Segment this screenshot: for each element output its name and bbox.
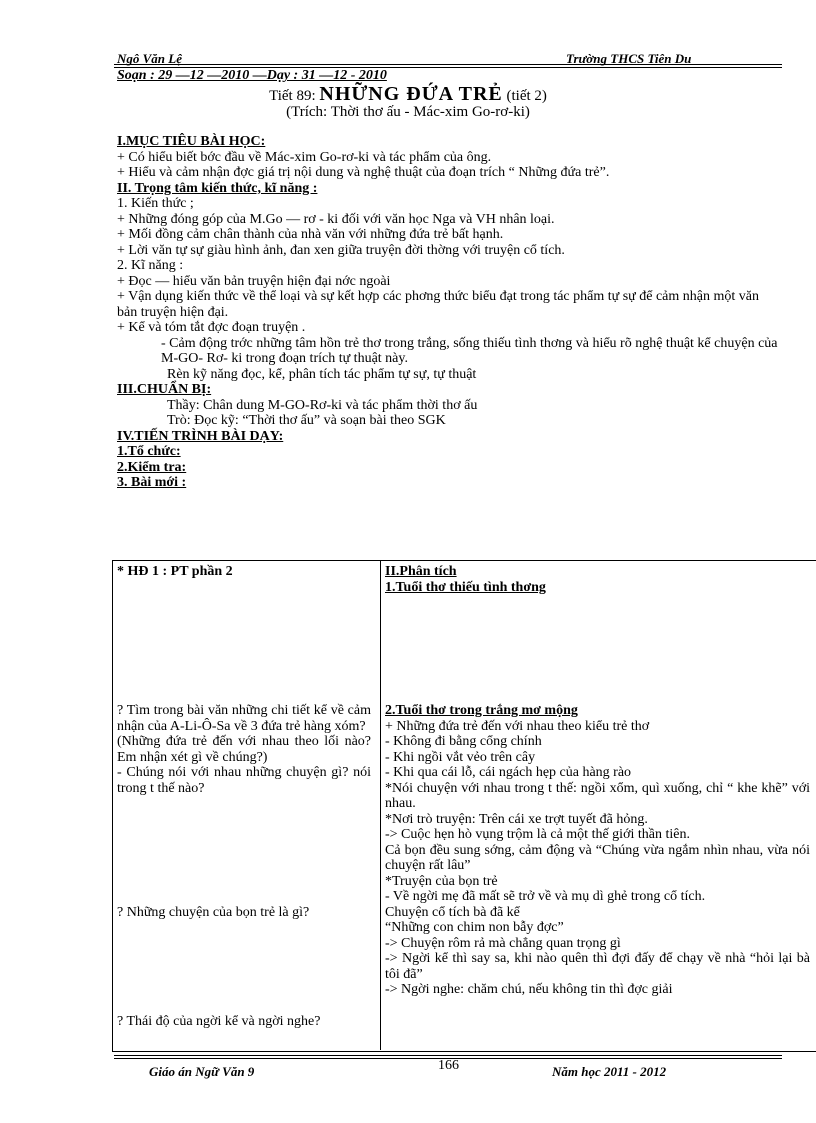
section-title: IV.TIẾN TRÌNH BÀI DẠY: [117,428,284,444]
analysis-line: *Truyện của bọn trẻ [385,873,498,889]
analysis-line: -> Ngời nghe: chăm chú, nếu không tin thì đợc giải [385,982,673,997]
analysis-line: “Những con chim non bẫy đợc” [385,920,564,935]
section-title: III.CHUẨN BỊ: [117,382,212,397]
body-line: + Có hiểu biết bớc đầu về Mác-xim Go-rơ-ki và tác phẩm của ông. [117,149,492,165]
question: (Những đứa trẻ đến với nhau theo lối nào? Em nhận xét gì về chúng?) [117,734,371,765]
analysis-subheading: 1.Tuổi thơ thiếu tình thơng [385,579,546,595]
section-title: II. Trọng tâm kiến thức, kĩ năng : [117,180,318,196]
body-line: + Lời văn tự sự giàu hình ảnh, đan xen giữa truyện đời thờng với truyện cổ tích. [117,242,565,258]
body-line: Thầy: Chân dung M-GO-Rơ-ki và tác phẩm thời thơ ấu [167,397,478,413]
analysis-line: - Không đi bằng cổng chính [385,734,542,749]
body-line: + Đọc — hiểu văn bản truyện hiện đại nớc ngoài [117,273,391,289]
table-column-divider [380,560,381,1050]
analysis-heading: II.Phân tích [385,564,457,579]
footer-rule [114,1055,782,1056]
header-rule [114,64,782,65]
analysis-subheading: 2.Tuổi thơ trong trắng mơ mộng [385,703,578,718]
body-line: + Hiểu và cảm nhận đợc giá trị nội dung và nghệ thuật của đoạn trích “ Những đứa trẻ”. [117,165,610,180]
table-right-body [385,703,810,998]
body-line: - Cảm động trớc những tâm hồn trẻ thơ trong trắng, sống thiếu tình thơng và hiểu rõ nghệ thuật kể chuyện của M-GO- Rơ- ki trong đoạn trích tự thuật này. [161,335,778,366]
section-title: 3. Bài mới : [117,475,187,490]
header-school: Trường THCS Tiên Du [566,51,692,66]
analysis-line: + Những đứa trẻ đến với nhau theo kiểu trẻ thơ [385,718,650,734]
analysis-line: - Khi qua cái lỗ, cái ngách hẹp của hàng rào [385,765,632,780]
analysis-line: -> Cuộc hẹn hò vụng trộm là cả một thế giới thần tiên. [385,827,690,842]
analysis-line: *Nói chuyện với nhau trong t thế: ngồi xổm, quì xuống, chỉ “ khe khẽ” với nhau. [385,780,810,811]
table-left-q1 [117,703,371,796]
question: ? Những chuyện của bọn trẻ là gì? [117,905,310,920]
lesson-dates: Soạn : 29 —12 —2010 —Dạy : 31 —12 - 2010 [117,68,387,83]
analysis-line: - Khi ngồi vắt vẻo trên cây [385,749,536,765]
body-line: Rèn kỹ năng đọc, kể, phân tích tác phẩm tự sự, tự thuật [167,366,477,382]
table-left-head [117,564,371,580]
body-line: 2. Kĩ năng : [117,258,184,273]
body-line: + Mối đồng cảm chân thành của nhà văn với những đứa trẻ bất hạnh. [117,227,504,242]
analysis-line: Chuyện cổ tích bà đã kể [385,904,520,920]
lesson-part: (tiết 2) [506,88,547,104]
section-title: I.MỤC TIÊU BÀI HỌC: [117,134,266,149]
analysis-line: *Nơi trò truyện: Trên cái xe trợt tuyết đã hỏng. [385,811,648,827]
body-line: 1. Kiến thức ; [117,196,194,211]
lesson-number: Tiết 89: [269,88,316,104]
analysis-line: - Về ngời mẹ đã mất sẽ trở về và mụ dì ghẻ trong cổ tích. [385,889,706,904]
lesson-body [117,134,781,491]
lesson-source: (Trích: Thời thơ ấu - Mác-xim Go-rơ-ki) [286,104,530,120]
footer-year: Năm học 2011 - 2012 [552,1064,667,1079]
table-left-q2 [117,905,371,921]
activity-heading: * HĐ 1 : PT phần 2 [117,564,233,579]
table-left-q3 [117,1014,371,1030]
section-title: 1.Tổ chức: [117,444,181,459]
question: ? Thái độ của ngời kể và ngời nghe? [117,1014,321,1029]
body-line: + Vận dụng kiến thức về thể loại và sự kết hợp các phơng thức biểu đạt trong tác phẩm tự sự để cảm nhận một văn bản truyện hiện đại. [117,289,759,320]
question: ? Tìm trong bài văn những chi tiết kể về cảm nhận của A-Li-Ô-Sa về 3 đứa trẻ hàng xóm? [117,703,371,734]
analysis-line: -> Ngời kể thì say sa, khi nào quên thì đợi đấy để chạy về nhà “hỏi lại bà tôi đã” [385,951,810,982]
body-line: + Kể và tóm tắt đợc đoạn truyện . [117,320,306,335]
section-title: 2.Kiểm tra: [117,459,187,475]
analysis-line: Cả bọn đều sung sớng, cảm động và “Chúng vừa ngắm nhìn nhau, vừa nói chuyện rất lâu” [385,842,810,873]
lesson-title [0,83,816,105]
body-line: + Những đóng góp của M.Go — rơ - ki đối với văn học Nga và VH nhân loại. [117,211,555,227]
analysis-line: -> Chuyện rôm rả mà chẳng quan trọng gì [385,935,621,951]
lesson-name: NHỮNG ĐỨA TRẺ [319,83,503,105]
header-author: Ngô Văn Lệ [117,51,182,66]
body-line: Trò: Đọc kỹ: “Thời thơ ấu” và soạn bài theo SGK [167,413,446,428]
table-right-head [385,564,810,595]
question: - Chúng nói với nhau những chuyện gì? nói trong t thế nào? [117,765,371,796]
footer-subject: Giáo án Ngữ Văn 9 [149,1064,255,1079]
page-number: 166 [438,1058,459,1073]
